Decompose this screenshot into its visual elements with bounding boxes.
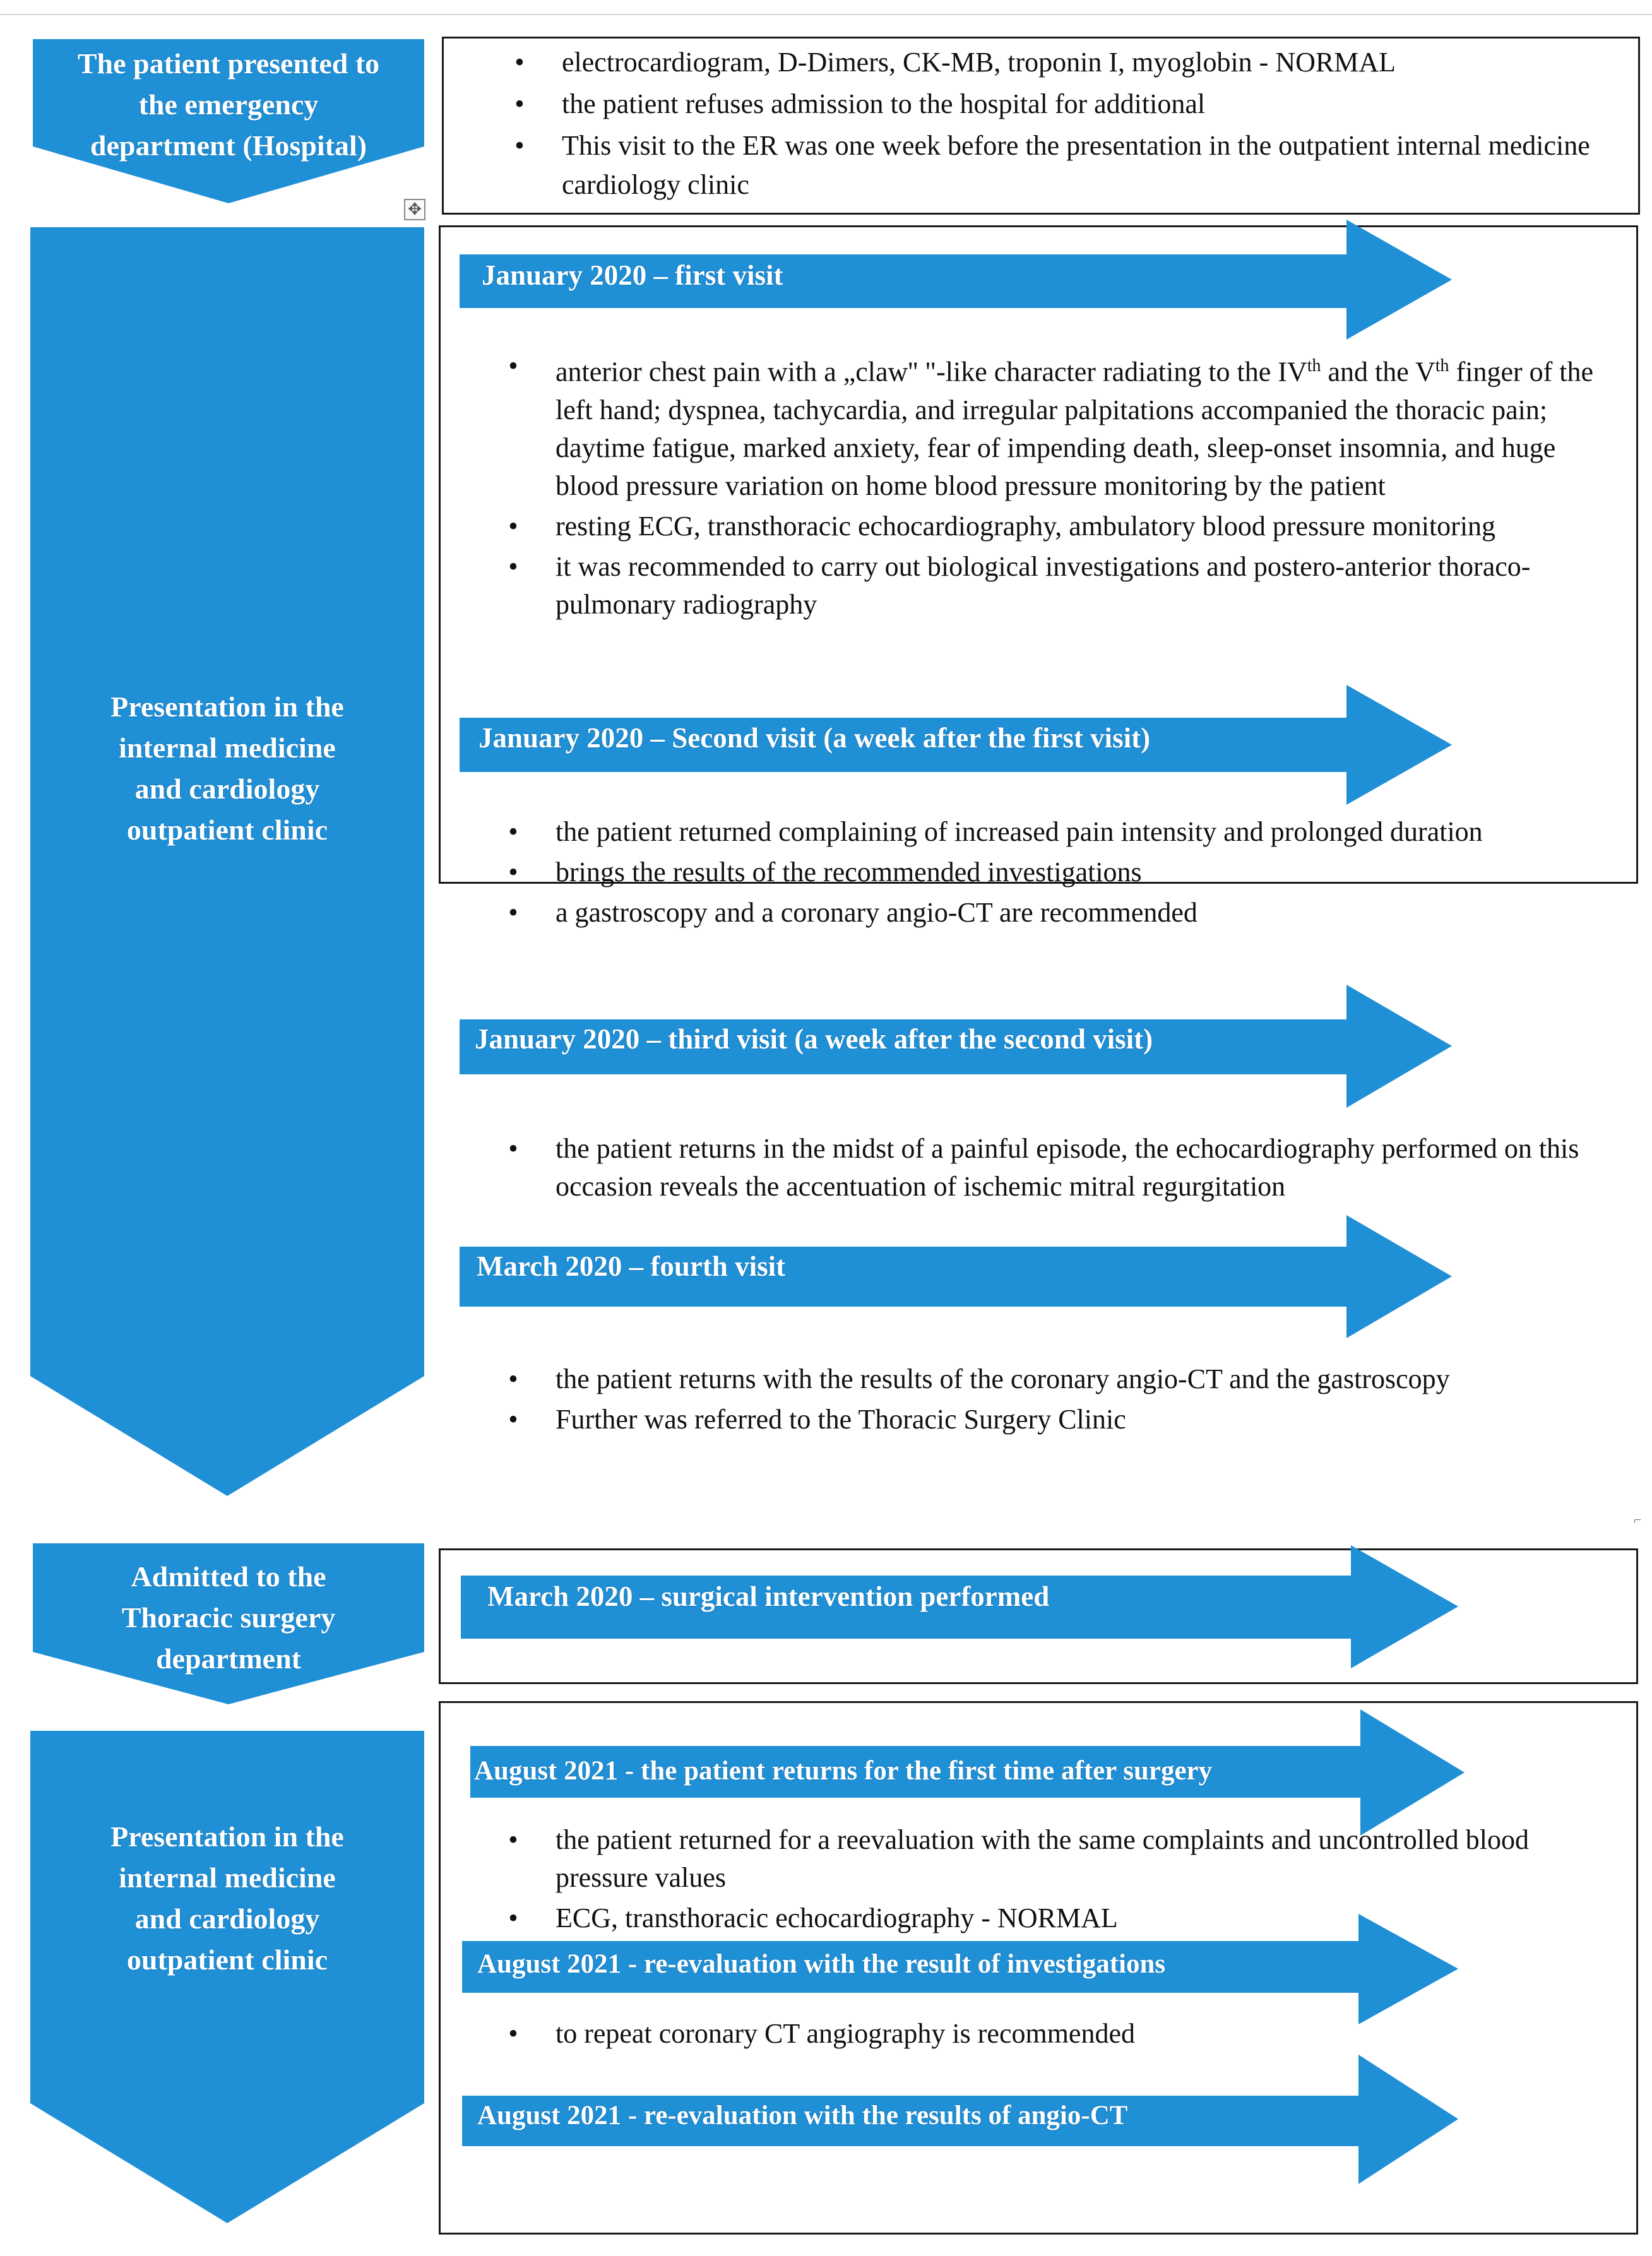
stage-title-line: internal medicine (119, 1861, 336, 1894)
visit2-header: January 2020 – Second visit (a week after the first visit) (478, 722, 1151, 754)
bullet-dot: • (514, 130, 525, 161)
list-item (508, 894, 1610, 932)
superscript: th (1307, 356, 1321, 376)
stage-title-line: department (156, 1642, 301, 1675)
surgery-band (461, 1545, 1458, 1668)
bullet-dot: • (508, 550, 518, 582)
bullet-text: it was recommended to carry out biological investigations and postero-anterior thoraco-pulmonary radiography (556, 550, 1531, 620)
bullet-dot: • (514, 88, 525, 119)
stage-outpatient2-arrow (30, 1731, 424, 2223)
list-item (508, 1821, 1540, 1897)
bullet-dot: • (508, 1903, 518, 1933)
bullet-dot: • (508, 510, 518, 542)
bullet-text: resting ECG, transthoracic echocardiography, ambulatory blood pressure monitoring (556, 510, 1496, 542)
surgery-header: March 2020 – surgical intervention performed (487, 1581, 1050, 1612)
stage-title-line: outpatient clinic (126, 814, 328, 846)
followup2-band (462, 1914, 1458, 2024)
visit2-bullets (508, 813, 1610, 932)
bullet-text: anterior chest pain with a „claw'' "-like character radiating to the IV (556, 356, 1307, 388)
bullet-text: the patient returned for a reevaluation with the same complaints and uncontrolled blood pressure values (556, 1824, 1529, 1893)
bullet-dot: • (508, 1133, 518, 1164)
er-bullets (514, 43, 1629, 205)
followup1-band (470, 1709, 1465, 1836)
bullet-text: finger of the left hand; dyspnea, tachycardia, and irregular palpitations accompanied the thoracic pain; daytime fatigue, marked anxiety, fear of impending death, sleep-onset insomnia, and huge blood pressure variation on home blood pressure monitoring by the patient (556, 356, 1594, 501)
bullet-text: electrocardiogram, D-Dimers, CK-MB, troponin I, myoglobin - NORMAL (562, 47, 1396, 78)
stage-title-line: and cardiology (134, 773, 320, 805)
stage-title-line: Thoracic surgery (121, 1601, 336, 1634)
list-item (514, 126, 1629, 205)
bullet-text: the patient returns in the midst of a painful episode, the echocardiography performed on this occasion reveals the accentuation of ischemic mitral regurgitation (556, 1133, 1579, 1202)
bullet-dot: • (508, 1404, 518, 1435)
visit4-band (460, 1215, 1452, 1338)
list-item (508, 1401, 1610, 1439)
bullet-text: the patient refuses admission to the hospital for additional (562, 88, 1206, 119)
visit1-header: January 2020 – first visit (482, 259, 783, 291)
bullet-text: and the V (1321, 356, 1435, 388)
list-item (508, 1130, 1616, 1206)
visit3-band (460, 985, 1452, 1108)
list-item (508, 813, 1610, 851)
bullet-text: ECG, transthoracic echocardiography - NORMAL (556, 1903, 1118, 1933)
bullet-dot: • (508, 2018, 518, 2049)
visit3-header: January 2020 – third visit (a week after the second visit) (475, 1023, 1153, 1055)
bullet-text: a gastroscopy and a coronary angio-CT are recommended (556, 897, 1197, 928)
list-item (508, 853, 1610, 891)
corner-mark: ⌐ (1634, 1512, 1642, 1528)
stage-title-line: department (Hospital) (90, 129, 367, 162)
list-item (508, 2015, 1610, 2053)
list-item (508, 347, 1610, 505)
bullet-dot: • (508, 350, 518, 381)
table-move-handle[interactable]: ✥ (404, 199, 425, 220)
followup2-bullets (508, 2015, 1610, 2053)
stage-title-line: internal medicine (119, 732, 336, 764)
bullet-dot: • (508, 897, 518, 928)
top-rule (0, 14, 1652, 15)
bullet-dot: • (508, 1824, 518, 1855)
followup3-band (462, 2055, 1458, 2184)
stage-title-line: outpatient clinic (126, 1944, 328, 1976)
stage-outpatient1-arrow (30, 227, 424, 1496)
visit4-header: March 2020 – fourth visit (477, 1250, 786, 1282)
stage-title-line: the emergency (138, 88, 319, 121)
stage-outpatient1-shape (30, 227, 424, 1496)
followup1-header: August 2021 - the patient returns for the first time after surgery (474, 1756, 1213, 1786)
stage-emergency-title (33, 43, 424, 166)
visit4-bullets (508, 1360, 1610, 1439)
visit3-bullets (508, 1130, 1616, 1206)
visit2-band (460, 685, 1452, 805)
stage-thoracic-arrow (33, 1543, 424, 1704)
bullet-text: to repeat coronary CT angiography is recommended (556, 2018, 1135, 2049)
bullet-dot: • (508, 1363, 518, 1394)
followup3-header: August 2021 - re-evaluation with the results of angio-CT (477, 2101, 1128, 2130)
list-item (508, 548, 1610, 624)
bullet-dot: • (514, 47, 525, 78)
bullet-text: the patient returned complaining of increased pain intensity and prolonged duration (556, 816, 1483, 847)
bullet-dot: • (508, 816, 518, 847)
stage-title-line: Admitted to the (131, 1560, 326, 1593)
bullet-text: Further was referred to the Thoracic Surgery Clinic (556, 1404, 1126, 1435)
stage-title-line: The patient presented to (77, 47, 380, 80)
bullet-text: the patient returns with the results of the coronary angio-CT and the gastroscopy (556, 1363, 1450, 1394)
list-item (514, 85, 1629, 124)
list-item (508, 1360, 1610, 1398)
stage-outpatient2-title (30, 1816, 424, 1980)
stage-emergency-arrow (33, 39, 424, 203)
bullet-text: brings the results of the recommended investigations (556, 857, 1142, 888)
followup2-header: August 2021 - re-evaluation with the result of investigations (477, 1949, 1166, 1979)
visit1-band (460, 220, 1452, 340)
stage-outpatient1-title (30, 686, 424, 850)
stage-title-line: and cardiology (134, 1903, 320, 1935)
bullet-dot: • (508, 857, 518, 888)
visit1-bullets (508, 347, 1610, 624)
stage-title-line: Presentation in the (110, 691, 344, 723)
list-item (514, 43, 1629, 82)
list-item (508, 508, 1610, 545)
stage-thoracic-title (33, 1556, 424, 1679)
bullet-text: This visit to the ER was one week before the presentation in the outpatient internal medicine cardiology clinic (562, 130, 1590, 200)
superscript: th (1435, 356, 1449, 376)
stage-title-line: Presentation in the (110, 1820, 344, 1853)
